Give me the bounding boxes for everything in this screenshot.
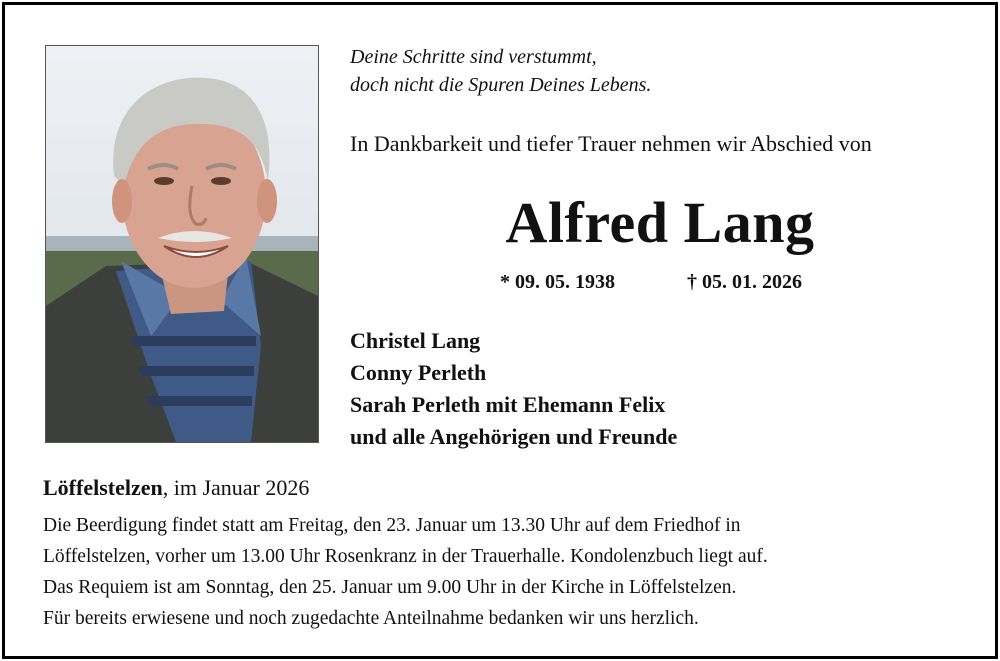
memorial-motto	[350, 43, 651, 99]
details-line: Für bereits erwiesene und noch zugedachte Anteilnahme bedanken wir uns herzlich.	[43, 608, 699, 629]
details-line: Löffelstelzen, vorher um 13.00 Uhr Rosenkranz in der Trauerhalle. Kondolenzbuch liegt auf.	[43, 546, 768, 567]
place-and-date	[43, 475, 309, 501]
motto-line-2: doch nicht die Spuren Deines Lebens.	[350, 74, 652, 96]
mourner: Sarah Perleth mit Ehemann Felix	[350, 392, 666, 417]
details-line: Das Requiem ist am Sonntag, den 25. Januar um 9.00 Uhr in der Kirche in Löffelstelzen.	[43, 577, 737, 598]
motto-line-1: Deine Schritte sind verstummt,	[350, 46, 597, 68]
mourners-list	[350, 325, 677, 453]
portrait-photo	[45, 45, 319, 443]
farewell-intro: In Dankbarkeit und tiefer Trauer nehmen wir Abschied von	[350, 131, 872, 156]
place-date: , im Januar 2026	[162, 475, 310, 500]
mourner: und alle Angehörigen und Freunde	[350, 424, 678, 449]
place-town: Löffelstelzen	[43, 475, 163, 500]
deceased-name: Alfred Lang	[505, 190, 815, 255]
obituary-notice	[2, 2, 998, 659]
details-line: Die Beerdigung findet statt am Freitag, den 23. Januar um 13.30 Uhr auf dem Friedhof in	[43, 515, 741, 536]
mourner: Conny Perleth	[350, 360, 487, 385]
funeral-details	[43, 510, 768, 634]
mourner: Christel Lang	[350, 328, 481, 353]
death-date: † 05. 01. 2026	[687, 271, 802, 293]
birth-date: * 09. 05. 1938	[500, 271, 615, 293]
